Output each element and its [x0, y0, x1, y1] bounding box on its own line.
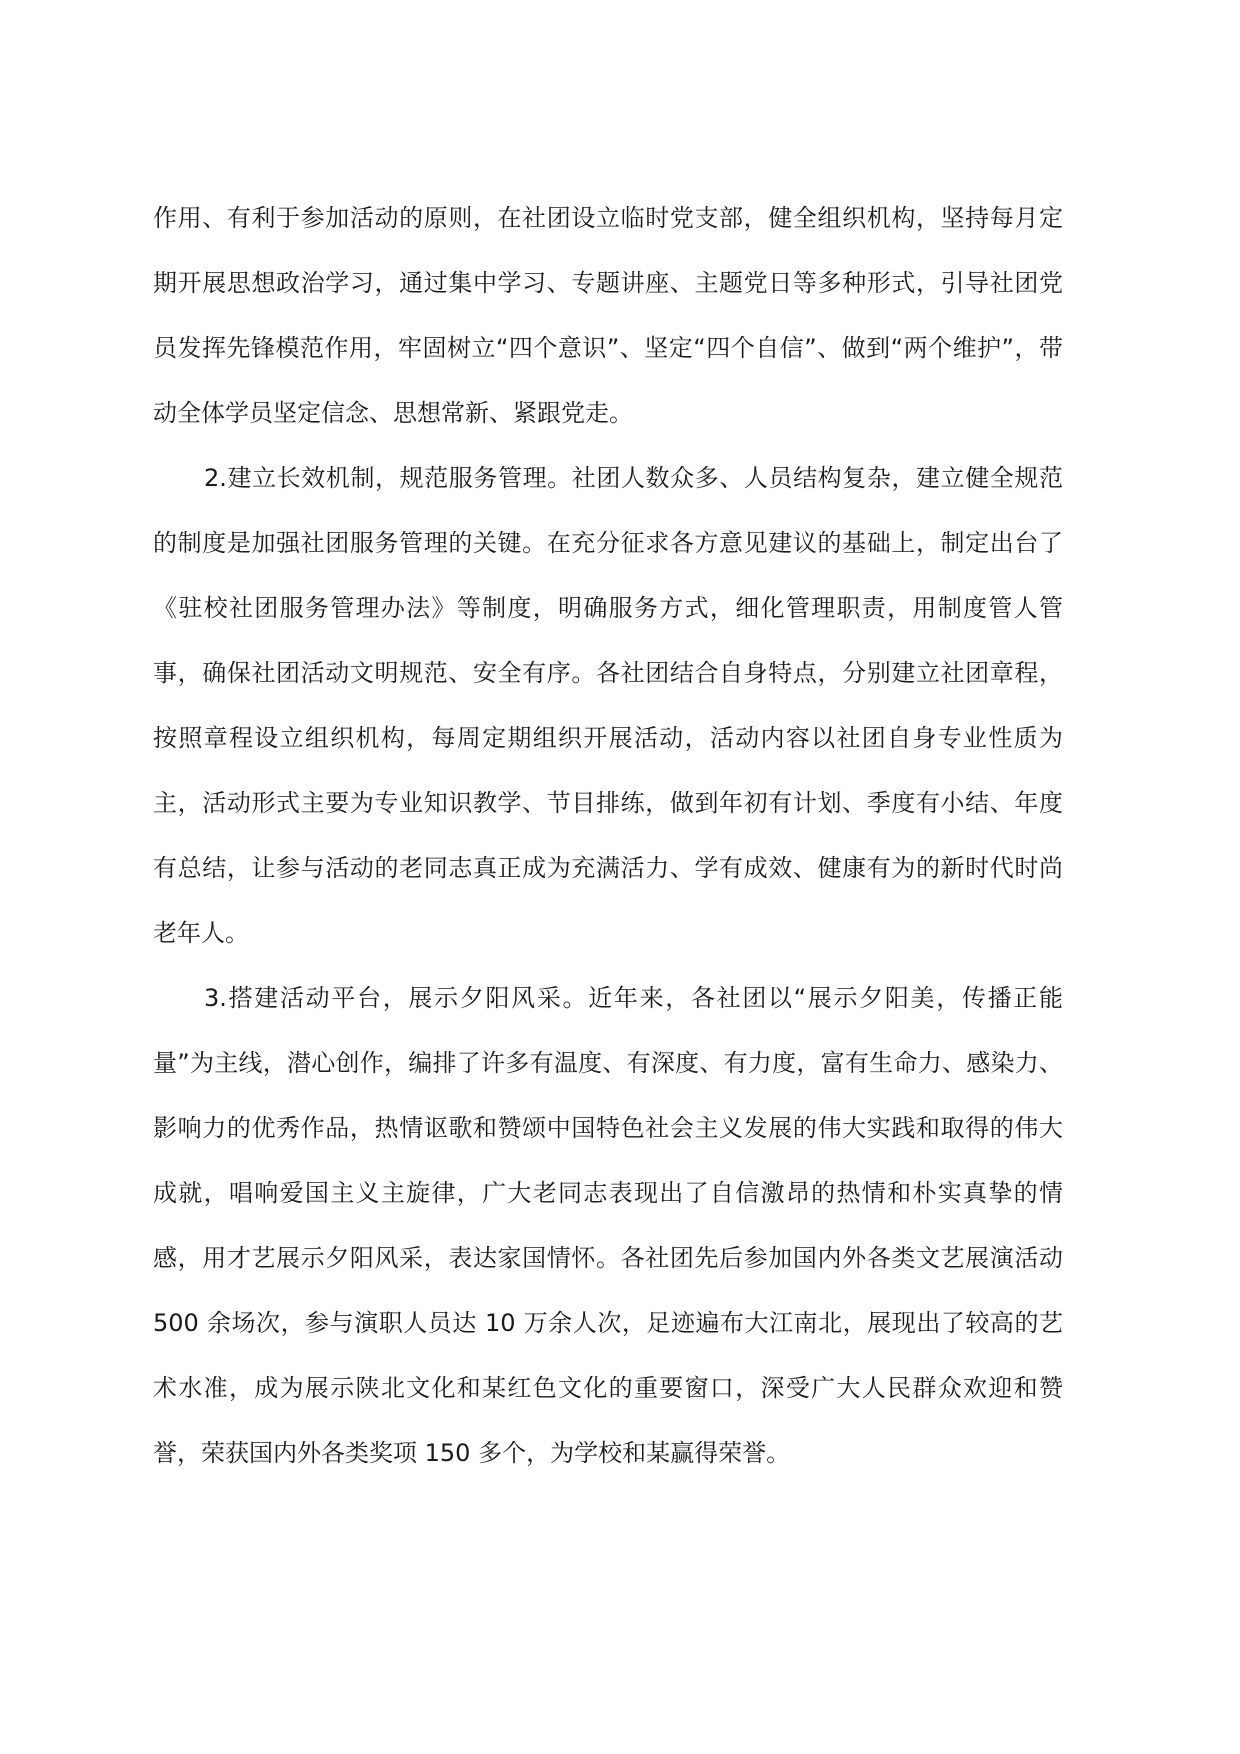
paragraph-1: 作用、有利于参加活动的原则，在社团设立临时党支部，健全组织机构，坚持每月定期开展思想政治学习，通过集中学习、专题讲座、主题党日等多种形式，引导社团党员发挥先锋模范作用，牢固树立“四个意识”、坚定“四个自信”、做到“两个维护”，带动全体学员坚定信念、思想常新、紧跟党走。 [153, 204, 1063, 427]
paragraph-3: 3.搭建活动平台，展示夕阳风采。近年来，各社团以“展示夕阳美，传播正能量”为主线，潜心创作，编排了许多有温度、有深度、有力度，富有生命力、感染力、影响力的优秀作品，热情讴歌和赞颂中国特色社会主义发展的伟大实践和取得的伟大成就，唱响爱国主义主旋律，广大老同志表现出了自信激昂的热情和朴实真挚的情感，用才艺展示夕阳风采，表达家国情怀。各社团先后参加国内外各类文艺展演活动 500 余场次，参与演职人员达 10 万余人次，足迹遍布大江南北，展现出了较高的艺术水准，成为展示陕北文化和某红色文化的重要窗口，深受广大人民群众欢迎和赞誉，荣获国内外各类奖项 150 多个，为学校和某赢得荣誉。 [153, 984, 1063, 1467]
paragraph-2: 2.建立长效机制，规范服务管理。社团人数众多、人员结构复杂，建立健全规范的制度是加强社团服务管理的关键。在充分征求各方意见建议的基础上，制定出台了《驻校社团服务管理办法》等制度，明确服务方式，细化管理职责，用制度管人管事，确保社团活动文明规范、安全有序。各社团结合自身特点，分别建立社团章程，按照章程设立组织机构，每周定期组织开展活动，活动内容以社团自身专业性质为主，活动形式主要为专业知识教学、节目排练，做到年初有计划、季度有小结、年度有总结，让参与活动的老同志真正成为充满活力、学有成效、健康有为的新时代时尚老年人。 [153, 464, 1063, 947]
document-body [153, 186, 1063, 1486]
